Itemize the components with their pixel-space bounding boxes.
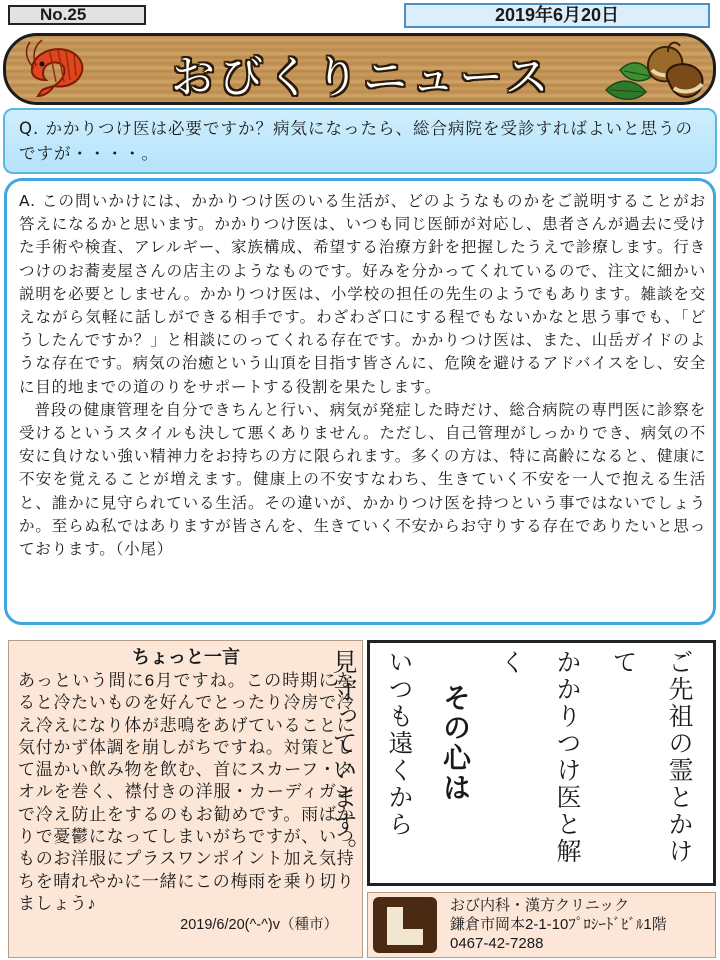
vertical-line-4: いつも遠くから (385, 649, 414, 838)
vertical-message (315, 649, 707, 879)
question-box: Q. かかりつけ医は必要ですか？病気になったら、総合病院を受診すればよいと思うのですが・・・・。 (3, 108, 717, 174)
vertical-line-2: かかりつけ医と解く (497, 649, 582, 865)
vertical-line-1: ご先祖の霊とかけて (609, 649, 694, 865)
shrimp-icon (20, 38, 100, 100)
clinic-logo (373, 897, 437, 953)
issue-number: No.25 (8, 5, 146, 25)
answer-box (4, 178, 716, 625)
chestnut-icon (602, 36, 712, 104)
clinic-phone: 0467-42-7288 (450, 935, 544, 952)
clinic-address: 鎌倉市岡本2-1-10ﾌﾟﾛｼｰﾄﾞﾋﾞﾙ1階 (450, 916, 667, 933)
vertical-line-3: その心は (439, 683, 472, 803)
clinic-logo-icon (373, 897, 437, 953)
column-body: あっという間に6月ですね。この時期になると冷たいものを好んでとったり冷房で冷え冷えになり体が悲鳴をあげていることに気付かず体調を崩しがちですね。対策として温かい飲み物を飲む、首にスカーフ・タオルを巻く、襟付きの洋服・カーディガンで冷え防止をするのもお勧めです。雨ばかりで憂鬱になってしまいがちですが、いつものお洋服にプラスワンポイント加え気持ちを晴れやかに一緒にこの梅雨を乗り切りましょう♪ (18, 671, 354, 913)
answer-paragraph-1: A. この問いかけには、かかりつけ医のいる生活が、どのようなものかをご説明することがお答えになるかと思います。かかりつけ医は、いつも同じ医師が対応し、患者さんが過去に受けた手術や検査、アレルギー、家族構成、希望する治療方針を把握したうえで診療します。行きつけのお蕎麦屋さんの店主のようなものです。好みを分かってくれているので、注文に細かい説明を必要としません。かかりつけ医は、小学校の担任の先生のようでもあります。雑談を交えながら気軽に話しができる相手です。わざわざ口にする程でもないかなと思う事でも、「どうしたんですか？」と相談にのってくれる存在です。かかりつけ医は、また、山岳ガイドのような存在です。病気の治癒という山頂を目指す皆さんに、危険を避けるアドバイスをし、安全に目的地までの道のりをサポートする役割を果たします。 (19, 192, 706, 396)
newsletter-title: おびくりニュース (171, 52, 553, 103)
clinic-details (450, 896, 667, 953)
column-signature: 2019/6/20(^-^)v（種市） (180, 917, 338, 934)
column-title: ちょっと一言 (132, 647, 240, 668)
clinic-name: おび内科・漢方クリニック (450, 897, 630, 914)
title-banner (3, 33, 716, 105)
answer-paragraph-2: 普段の健康管理を自分できちんと行い、病気が発症した時だけ、総合病院の専門医に診察を受けるというスタイルも決して悪くありません。ただし、自己管理がしっかりでき、病気の不安に負けない強い精神力をお持ちの方に限られます。多くの方は、特に高齢になると、健康に不安を覚えることが増えます。健康上の不安すなわち、生きていく不安を一人で抱える生活と、誰かに見守られている生活。その違いが、かかりつけ医を持つという事ではないでしょうか。至らぬ私ではありますが皆さんを、生きていく不安からお守りする存在でありたいと思っております。（小尾） (19, 400, 707, 559)
clinic-info-box (367, 892, 716, 958)
vertical-message-box (329, 640, 716, 886)
vertical-line-5: 見守っています。 (329, 649, 358, 865)
short-column (8, 640, 363, 958)
issue-date: 2019年6月20日 (404, 3, 710, 28)
